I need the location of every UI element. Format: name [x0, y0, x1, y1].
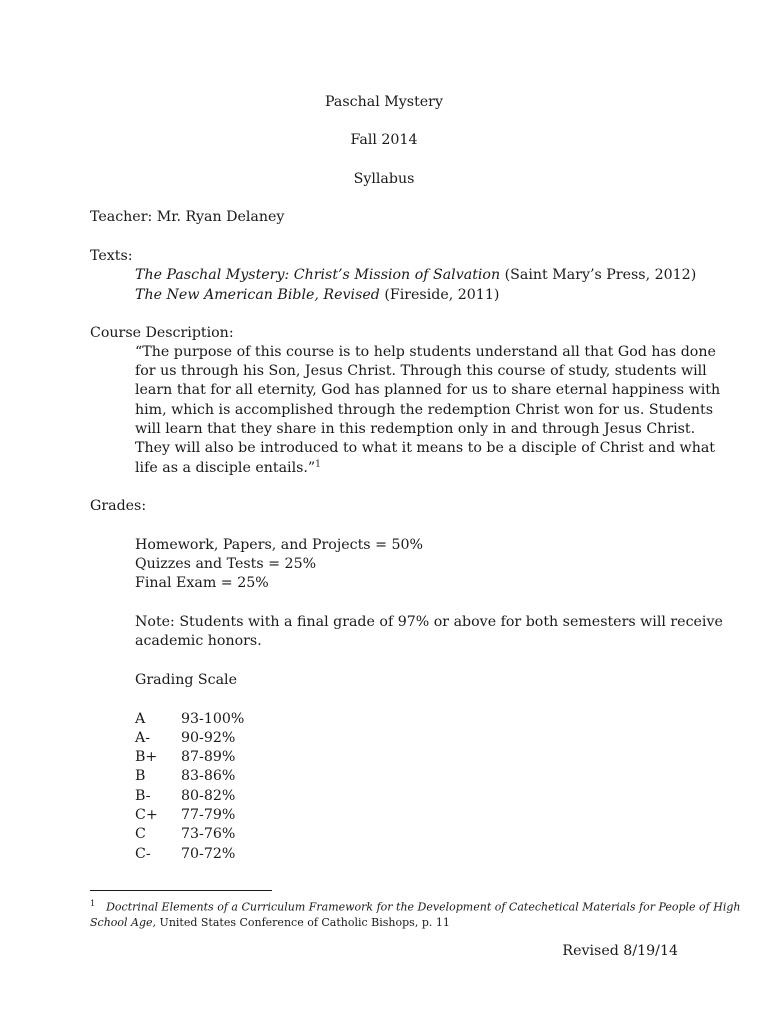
- grade-weight: Quizzes and Tests = 25%: [135, 556, 317, 572]
- revised-date: Revised 8/19/14: [562, 943, 678, 959]
- footnote-line: [90, 899, 740, 914]
- grade-weight: Final Exam = 25%: [135, 575, 269, 591]
- description-last-line: life as a disciple entails.”: [135, 460, 316, 476]
- grade-letter: B: [135, 768, 146, 784]
- grade-letter: A: [135, 711, 146, 727]
- grade-range: 77-79%: [181, 807, 236, 823]
- grade-letter: C-: [135, 846, 151, 862]
- course-description-heading: Course Description:: [90, 325, 234, 341]
- text-item: [135, 287, 499, 303]
- description-line: learn that for all eternity, God has planned for us to share eternal happiness with: [135, 382, 721, 398]
- grade-range: 83-86%: [181, 768, 236, 784]
- description-line: They will also be introduced to what it means to be a disciple of Christ and what: [135, 440, 715, 456]
- footnote-title-cont: School Age,: [90, 916, 157, 929]
- teacher-line: Teacher: Mr. Ryan Delaney: [90, 209, 285, 225]
- grade-range: 90-92%: [181, 730, 236, 746]
- grade-range: 87-89%: [181, 749, 236, 765]
- grade-letter: A-: [135, 730, 151, 746]
- description-line: “The purpose of this course is to help students understand all that God has done: [135, 344, 716, 360]
- grade-weight: Homework, Papers, and Projects = 50%: [135, 537, 423, 553]
- grade-letter: C+: [135, 807, 158, 823]
- footnote-mark: 1: [90, 899, 96, 908]
- grade-range: 70-72%: [181, 846, 236, 862]
- grade-letter: B+: [135, 749, 158, 765]
- text-publisher: (Fireside, 2011): [379, 287, 500, 303]
- texts-heading: Texts:: [90, 248, 133, 264]
- description-line: for us through his Son, Jesus Christ. Through this course of study, students will: [135, 363, 707, 379]
- text-publisher: (Saint Mary’s Press, 2012): [500, 267, 697, 283]
- honors-note: academic honors.: [135, 633, 262, 649]
- grades-heading: Grades:: [90, 498, 147, 514]
- term: Fall 2014: [350, 132, 418, 148]
- text-title: The New American Bible, Revised: [135, 287, 380, 303]
- grade-range: 80-82%: [181, 788, 236, 804]
- course-title: Paschal Mystery: [325, 94, 443, 110]
- footnote-line: [90, 916, 450, 929]
- footnote-source: United States Conference of Catholic Bishops, p. 11: [156, 916, 450, 929]
- honors-note: Note: Students with a final grade of 97% or above for both semesters will receive: [135, 614, 723, 630]
- text-item: [135, 267, 696, 283]
- grade-letter: B-: [135, 788, 151, 804]
- description-line: will learn that they share in this redemption only in and through Jesus Christ.: [135, 421, 696, 437]
- footnote-reference: 1: [315, 459, 321, 470]
- grade-letter: C: [135, 826, 146, 842]
- document-type: Syllabus: [353, 171, 415, 187]
- footnote-title: Doctrinal Elements of a Curriculum Framework for the Development of Catechetical Materials for People of High: [106, 900, 741, 914]
- grading-scale-heading: Grading Scale: [135, 672, 237, 688]
- grade-range: 93-100%: [181, 711, 245, 727]
- description-line: him, which is accomplished through the redemption Christ won for us. Students: [135, 402, 714, 418]
- footnote-divider: [90, 890, 272, 891]
- text-title: The Paschal Mystery: Christ’s Mission of Salvation: [135, 267, 501, 283]
- description-line: [135, 460, 321, 476]
- grade-range: 73-76%: [181, 826, 236, 842]
